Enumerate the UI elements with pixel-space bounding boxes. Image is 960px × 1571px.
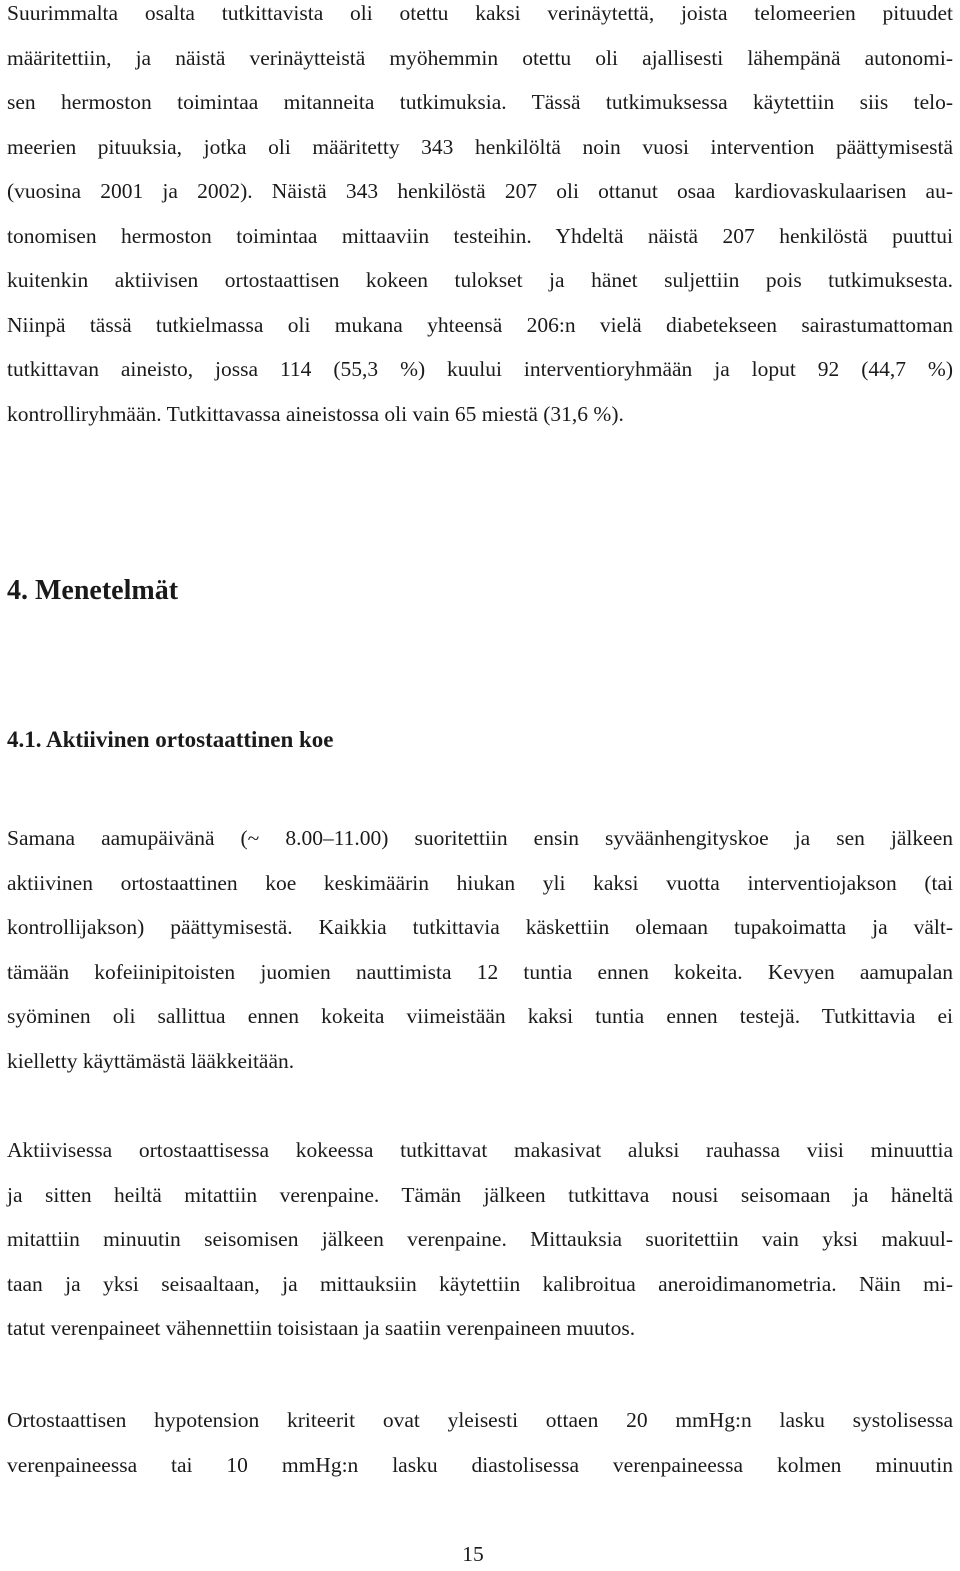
text-line: tonomisen hermoston toimintaa mittaaviin testeihin. Yhdeltä näistä 207 henkilöstä puuttui [7,223,953,248]
paragraph-measurement [7,1128,953,1351]
text-line: kielletty käyttämästä lääkkeitään. [7,1048,295,1073]
text-line: tutkittavan aineisto, jossa 114 (55,3 %) kuului interventioryhmään ja loput 92 (44,7 %) [7,357,953,381]
text-line: Aktiivisessa ortostaattisessa kokeessa tutkittavat makasivat aluksi rauhassa viisi minuuttia [7,1138,953,1162]
text-line: kontrolliryhmään. Tutkittavassa aineistossa oli vain 65 miestä (31,6 %). [7,401,624,426]
text-line: Samana aamupäivänä (~ 8.00–11.00) suoritettiin ensin syväänhengityskoe ja sen jälkeen [7,826,953,850]
page-number: 15 [462,1542,484,1566]
text-line: meerien pituuksia, jotka oli määritetty 343 henkilöltä noin vuosi intervention päättymisestä [7,134,953,159]
text-line: kontrollijakson) päättymisestä. Kaikkia tutkittavia käskettiin olemaan tupakoimatta ja vält- [7,915,953,939]
paragraph-procedure [7,816,953,1083]
text-line: mitattiin minuutin seisomisen jälkeen verenpaine. Mittauksia suoritettiin vain yksi makuul- [7,1227,953,1251]
text-line: Suurimmalta osalta tutkittavista oli otettu kaksi verinäytettä, joista telomeerien pituudet [7,1,953,25]
text-line: taan ja yksi seisaaltaan, ja mittauksiin käytettiin kalibroitua aneroidimanometria. Näin mi- [7,1271,953,1296]
text-line: Niinpä tässä tutkielmassa oli mukana yhteensä 206:n vielä diabetekseen sairastumattoman [7,312,953,337]
text-line: Ortostaattisen hypotension kriteerit ovat yleisesti ottaen 20 mmHg:n lasku systolisessa [7,1408,953,1432]
text-line: ja sitten heiltä mitattiin verenpaine. Tämän jälkeen tutkittava nousi seisomaan ja häneltä [7,1182,953,1207]
text-line: syöminen oli sallittua ennen kokeita viimeistään kaksi tuntia ennen testejä. Tutkittavia ei [7,1004,953,1028]
text-line: tatut verenpaineet vähennettiin toisistaan ja saatiin verenpaineen muutos. [7,1316,636,1340]
paragraph-intro [7,0,953,436]
text-line: verenpaineessa tai 10 mmHg:n lasku diastolisessa verenpaineessa kolmen minuutin [7,1452,953,1477]
text-line: määritettiin, ja näistä verinäytteistä myöhemmin otettu oli ajallisesti lähempänä autonomi- [7,45,953,70]
section-heading: 4. Menetelmät [7,575,179,606]
subsection-heading: 4.1. Aktiivinen ortostaattinen koe [7,727,334,752]
text-line: tämään kofeiinipitoisten juomien nauttimista 12 tuntia ennen kokeita. Kevyen aamupalan [7,959,953,984]
text-line: aktiivinen ortostaattinen koe keskimäärin hiukan yli kaksi vuotta interventiojakson (tai [7,870,953,895]
text-line: sen hermoston toimintaa mitanneita tutkimuksia. Tässä tutkimuksessa käytettiin siis telo- [7,90,953,114]
paragraph-criteria [7,1398,953,1487]
text-line: kuitenkin aktiivisen ortostaattisen kokeen tulokset ja hänet suljettiin pois tutkimuksesta. [7,268,953,292]
text-line: (vuosina 2001 ja 2002). Näistä 343 henkilöstä 207 oli ottanut osaa kardiovaskulaarisen au- [7,179,953,203]
